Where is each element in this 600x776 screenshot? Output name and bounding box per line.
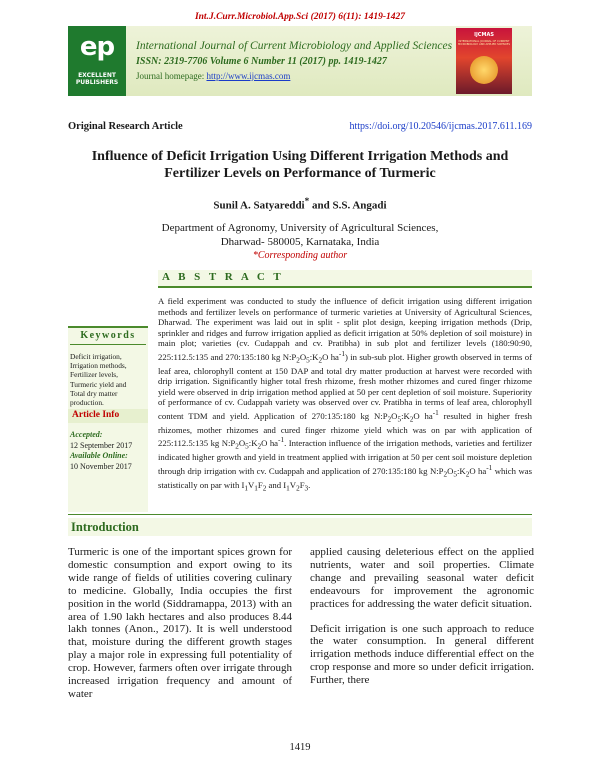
abstract-bottom-rule [68, 514, 532, 515]
keyword-item: production. [70, 398, 104, 408]
article-info-heading-bar [68, 409, 148, 423]
journal-cover-image [456, 28, 512, 94]
article-dates [70, 430, 148, 472]
accepted-date: 12 September 2017 [70, 440, 133, 450]
keyword-item: Total dry matter [70, 388, 118, 398]
introduction-heading-bar [68, 518, 532, 536]
abstract-heading: A B S T R A C T [162, 271, 284, 283]
affiliation-line-2: Dharwad- 580005, Karnataka, India [220, 236, 380, 248]
author-1: Sunil A. Satyareddi [213, 199, 305, 212]
running-header: Int.J.Curr.Microbiol.App.Sci (2017) 6(11): 1419-1427 [194, 12, 406, 22]
cover-subtitle: INTERNATIONAL JOURNAL OF CURRENT MICROBIOLOGY AND APPLIED SCIENCES [458, 40, 510, 46]
journal-name: International Journal of Current Microbiology and Applied Sciences [136, 40, 453, 52]
intro-column-right [310, 546, 534, 687]
cover-title: IJCMAS [474, 32, 494, 38]
paper-title: Influence of Deficit Irrigation Using Different Irrigation Methods and Fertilizer Levels on Performance of Turmeric [91, 149, 509, 181]
intro-paragraph: Deficit irrigation is one such approach to reduce the water consumption. In general different irrigation methods induce differential effect on the crop response and more so under deficit irrigation. Further, there [310, 622, 534, 687]
keyword-item: Irrigation methods, [70, 361, 127, 371]
logo-mark: ep [79, 32, 115, 62]
article-type: Original Research Article [68, 121, 183, 132]
logo-publisher-name: EXCELLENT PUBLISHERS [75, 72, 119, 86]
issn-line: ISSN: 2319-7706 Volume 6 Number 11 (2017) pp. 1419-1427 [136, 56, 387, 67]
keyword-item: Turmeric yield and [70, 379, 127, 389]
author-list [0, 196, 600, 212]
author-separator: and [309, 199, 333, 212]
corresponding-author-note: *Corresponding author [252, 250, 348, 261]
keywords-heading: Keywords [80, 330, 136, 341]
introduction-heading: Introduction [71, 520, 139, 534]
online-date: 10 November 2017 [70, 461, 132, 471]
affiliation-line-1: Department of Agronomy, University of Agricultural Sciences, [161, 222, 439, 234]
abstract-text: A field experiment was conducted to study the influence of deficit irrigation using different irrigation methods and fertilizer levels on performance of turmeric varieties at University of Agricultural Sciences, Dharwad. The experiment was laid out in split - split plot design, keeping irrigation methods (Drip, sprinkler and ridges and furrow irrigation applied as deficit irrigation at 50% depletion of soil moisture) in main plot; varieties (cv. Cudappah and cv. Pratibha) in sub plot and fertilizer levels (180:90:90, 225:112.5:135 and 270:135:180 kg $N:P_2O_5:K_2O$ $ha^{-1}$) in sub-sub plot. Higher growth observed in terms of leaf area, chlorophyll content at 150 DAP and total dry matter production at harvest were recorded with drip irrigation. Significantly higher total fresh rhizome, fresh mother rhizomes and cured finger rhizome yield were observed in drip irrigation method applied at 50 per cent depletion of soil moisture. Superiority of performance of cv. Cudappah variety was observed over cv. Pratibha in terms of leaf area, chlorophyll content TDM and yield. Application of 270:135:180 kg $N:P_2O_5:K_2O$ $ha^{-1}$ resulted in higher fresh rhizomes, mother rhizomes and cured finger rhizome yield which was on par with application of 225:112.5:135 kg $N:P_2O_5:K_2O$ $ha^{-1}$. Interaction influence of the irrigation methods, varieties and fertilizer indicated higher growth and yield in treatment applied with irrigation at 50 per cent soil moisture depletion through drip irrigation with cv. Cudappah and application of 270:135:180 kg $N:P_2O_5:K_2O$ $ha^{-1}$ which was statistically on par with $I_1V_1F_2$ and $I_1V_2F_3$. [158, 296, 533, 493]
page-number: 1419 [289, 742, 311, 753]
journal-homepage [136, 71, 290, 81]
intro-paragraph: applied causing deleterious effect on the applied nutrients, water and soil properties. Climate change and prevailing seasonal water deficit endeavours for improvement the agronomic practices for addressing the water deficit situation. [310, 546, 534, 610]
author-2: S.S. Angadi [332, 199, 387, 212]
keywords-list [70, 352, 148, 407]
homepage-link[interactable]: http://www.ijcmas.com [206, 71, 291, 81]
article-info-heading: Article Info [72, 410, 120, 420]
intro-column-left [68, 546, 292, 701]
online-label: Available Online: [70, 451, 128, 460]
doi-link[interactable]: https://doi.org/10.20546/ijcmas.2017.611.169 [349, 121, 532, 132]
accepted-label: Accepted: [70, 430, 103, 439]
cover-artwork [470, 56, 498, 84]
keyword-item: Fertilizer levels, [70, 370, 119, 380]
intro-paragraph: Turmeric is one of the important spices grown for domestic consumption and export owing to its wide range of fields of utilities covering culinary to medicine. Globally, India occupies the first position in the world (Siddramappa, 2013) with an area of 1.90 lakh hectares and also produces 8.44 lakh tonnes (Anon., 2017). It is well understood that, moisture during the different growth stages play a major role in expressing full potentiality of crop. However, farmers often over irrigate through increased irrigation frequency and amount of water [68, 546, 292, 700]
abstract-heading-bar [158, 270, 532, 288]
corresponding-mark: * [304, 196, 310, 206]
keyword-item: Deficit irrigation, [70, 352, 122, 361]
keywords-divider [70, 344, 146, 345]
publisher-logo [68, 26, 126, 96]
homepage-label: Journal homepage: [136, 71, 207, 81]
